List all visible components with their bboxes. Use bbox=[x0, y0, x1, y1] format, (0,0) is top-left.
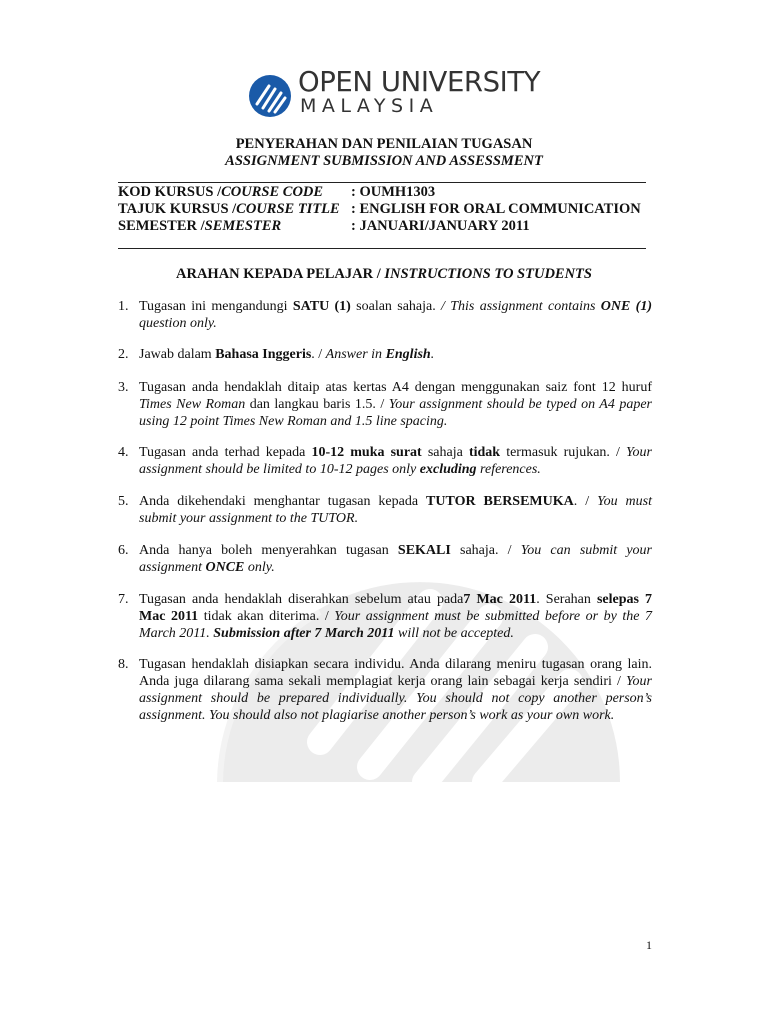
instruction-text-segment: sahaja. / bbox=[450, 543, 521, 558]
course-code-value: : OUMH1303 bbox=[351, 184, 436, 200]
instruction-text-segment: 7 Mac 2011 bbox=[463, 592, 537, 607]
document-title-malay: PENYERAHAN DAN PENILAIAN TUGASAN bbox=[235, 136, 533, 152]
instruction-number: 3. bbox=[118, 380, 129, 395]
instruction-text-segment: 10-12 muka surat bbox=[311, 445, 422, 460]
instruction-text-segment: / This assignment contains bbox=[441, 299, 601, 314]
instruction-number: 5. bbox=[118, 494, 129, 509]
divider-bottom bbox=[118, 248, 646, 249]
instruction-number: 6. bbox=[118, 543, 129, 558]
instruction-text-segment: soalan sahaja. bbox=[350, 299, 442, 314]
logo-text-line2: MALAYSIA bbox=[300, 95, 439, 117]
instruction-text-segment: Your assignment should be limited to 10-12 pages only bbox=[139, 445, 652, 477]
instruction-number: 4. bbox=[118, 445, 129, 460]
instruction-text bbox=[139, 493, 652, 527]
instruction-text bbox=[139, 379, 652, 430]
instruction-text-segment: tidak akan diterima. / bbox=[198, 609, 335, 624]
divider-top bbox=[118, 182, 646, 183]
instruction-text-segment: You can submit your assignment bbox=[139, 543, 652, 575]
instruction-text-segment: Anda dikehendaki menghantar tugasan kepada bbox=[139, 494, 427, 509]
instruction-text-segment: Answer in bbox=[325, 347, 386, 362]
instruction-text-segment: . / bbox=[573, 494, 598, 509]
instruction-number: 2. bbox=[118, 347, 129, 362]
instruction-text-segment: Times New Roman bbox=[139, 397, 246, 412]
instruction-number: 1. bbox=[118, 299, 129, 314]
instruction-text bbox=[139, 656, 652, 724]
instructions-heading: ARAHAN KEPADA PELAJAR / INSTRUCTIONS TO STUDENTS bbox=[176, 266, 592, 282]
instruction-number: 8. bbox=[118, 657, 129, 672]
document-title-english: ASSIGNMENT SUBMISSION AND ASSESSMENT bbox=[225, 153, 543, 169]
course-code-label: KOD KURSUS /COURSE CODE bbox=[118, 184, 324, 200]
instruction-text-segment: Your assignment should be prepared individually. You should not copy another person’s assignment. You should also not plagiarise another person’s work as your own work. bbox=[139, 674, 652, 723]
instruction-text-segment: question only. bbox=[139, 316, 217, 331]
instruction-text-segment: will not be accepted. bbox=[394, 626, 514, 641]
instruction-text-segment: only. bbox=[244, 560, 275, 575]
instruction-text-segment: Submission after 7 March 2011 bbox=[213, 626, 395, 641]
instruction-text-segment: Tugasan ini mengandungi bbox=[139, 299, 293, 314]
instruction-text-segment: tidak bbox=[468, 445, 501, 460]
instruction-text-segment: selepas 7 Mac 2011 bbox=[139, 592, 653, 624]
instruction-number: 7. bbox=[118, 592, 129, 607]
instruction-text bbox=[139, 444, 652, 478]
instruction-text-segment: Your assignment should be typed on A4 paper using 12 point Times New Roman and 1.5 line spacing. bbox=[139, 397, 653, 429]
page-number: 1 bbox=[646, 938, 652, 952]
instruction-text-segment: You must submit your assignment to the TUTOR. bbox=[139, 494, 652, 526]
semester-label: SEMESTER /SEMESTER bbox=[118, 218, 282, 234]
instruction-text bbox=[139, 542, 652, 576]
logo-text-line1: OPEN UNIVERSITY bbox=[298, 66, 541, 98]
instruction-text-segment: SEKALI bbox=[397, 543, 451, 558]
instruction-text-segment: . / bbox=[311, 347, 326, 362]
instruction-text-segment: sahaja bbox=[421, 445, 469, 460]
instruction-text-segment: Anda hanya boleh menyerahkan tugasan bbox=[139, 543, 398, 558]
course-title-value: : ENGLISH FOR ORAL COMMUNICATION bbox=[351, 201, 641, 217]
instruction-text-segment: references. bbox=[476, 462, 541, 477]
instruction-text-segment: English bbox=[385, 347, 431, 362]
instruction-text-segment: SATU (1) bbox=[292, 299, 351, 314]
instruction-text-segment: termasuk rujukan. / bbox=[500, 445, 627, 460]
semester-value: : JANUARI/JANUARY 2011 bbox=[351, 218, 530, 234]
instruction-text bbox=[139, 298, 652, 332]
instruction-text bbox=[139, 346, 652, 363]
instruction-text-segment: dan langkau baris 1.5. / bbox=[245, 397, 389, 412]
instruction-text-segment: . bbox=[430, 347, 435, 362]
instruction-text-segment: Tugasan anda hendaklah ditaip atas kertas A4 dengan menggunakan saiz font 12 huruf bbox=[139, 380, 652, 395]
instruction-text-segment: Bahasa Inggeris bbox=[215, 347, 312, 362]
instruction-text-segment: ONCE bbox=[205, 560, 245, 575]
instruction-text-segment: . Serahan bbox=[536, 592, 597, 607]
instruction-text-segment: ONE (1) bbox=[600, 299, 652, 314]
instruction-text-segment: Your assignment must be submitted before or by the 7 March 2011. bbox=[139, 609, 652, 641]
instruction-text-segment: Jawab dalam bbox=[139, 347, 216, 362]
instruction-text-segment: Tugasan anda hendaklah diserahkan sebelum atau pada bbox=[139, 592, 464, 607]
instruction-text-segment: Tugasan anda terhad kepada bbox=[139, 445, 312, 460]
instruction-text-segment: Tugasan hendaklah disiapkan secara individu. Anda dilarang meniru tugasan orang lain. Anda juga dilarang sama sekali memplagiat kerja orang lain sebagai kerja sendiri / bbox=[139, 657, 652, 689]
instruction-text-segment: TUTOR BERSEMUKA bbox=[426, 494, 574, 509]
course-title-label: TAJUK KURSUS /COURSE TITLE bbox=[118, 201, 340, 217]
oum-logo-icon bbox=[248, 74, 292, 118]
instruction-text bbox=[139, 591, 652, 642]
instruction-text-segment: excluding bbox=[419, 462, 477, 477]
